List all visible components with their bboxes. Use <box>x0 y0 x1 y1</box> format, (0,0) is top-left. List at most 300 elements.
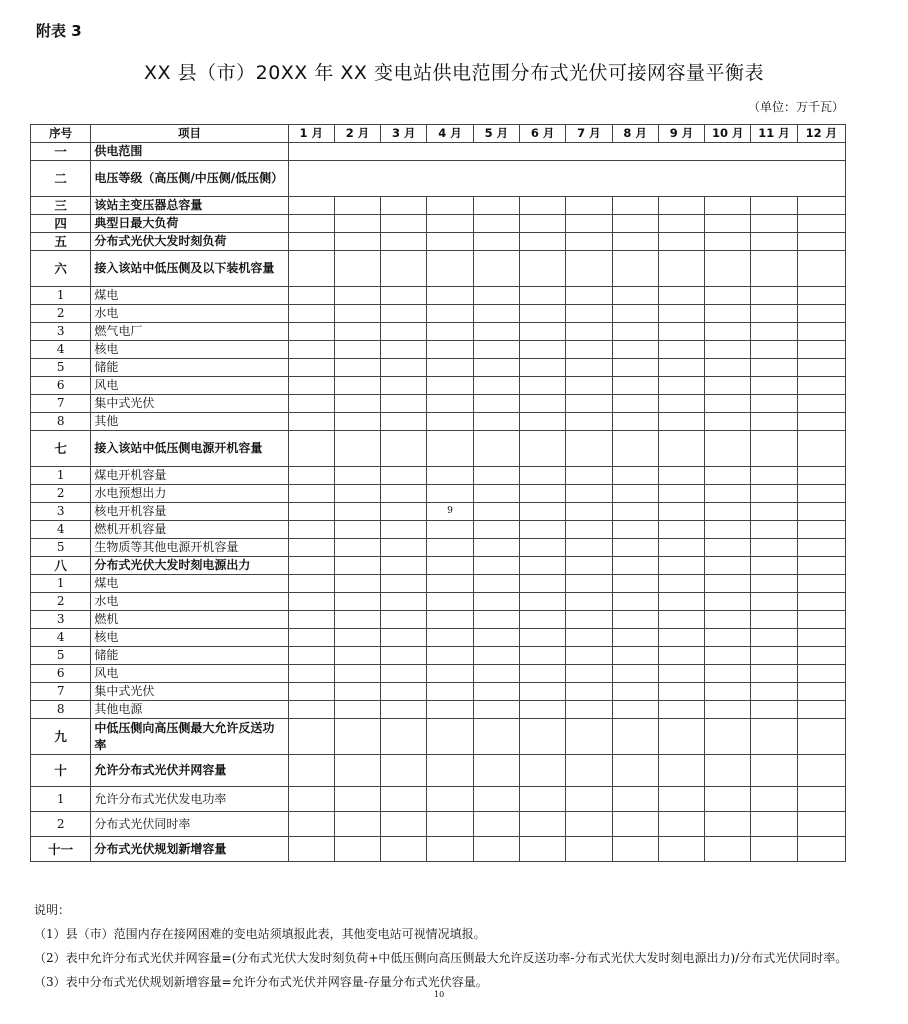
month-cell-7 <box>566 521 612 539</box>
month-cell-3 <box>381 611 427 629</box>
month-cell-6 <box>519 341 565 359</box>
month-cell-1 <box>288 683 334 701</box>
month-cell-7 <box>566 305 612 323</box>
row-seq: 八 <box>31 557 91 575</box>
month-cell-3 <box>381 395 427 413</box>
month-cell-8 <box>612 377 658 395</box>
month-cell-6 <box>519 665 565 683</box>
month-cell-4 <box>427 521 473 539</box>
month-cell-7 <box>566 787 612 812</box>
month-cell-8 <box>612 287 658 305</box>
month-cell-2 <box>334 485 380 503</box>
month-cell-1 <box>288 485 334 503</box>
month-cell-7 <box>566 377 612 395</box>
month-cell-6 <box>519 755 565 787</box>
month-cell-3 <box>381 215 427 233</box>
month-cell-9 <box>658 503 704 521</box>
month-cell-6 <box>519 215 565 233</box>
month-cell-4 <box>427 539 473 557</box>
month-cell-7 <box>566 287 612 305</box>
table-row <box>31 629 846 647</box>
month-cell-8 <box>612 683 658 701</box>
month-cell-10 <box>705 611 751 629</box>
month-cell-4 <box>427 485 473 503</box>
month-cell-5 <box>473 197 519 215</box>
row-item: 储能 <box>91 359 288 377</box>
month-cell-4 <box>427 665 473 683</box>
month-cell-3 <box>381 575 427 593</box>
row-seq: 5 <box>31 539 91 557</box>
month-cell-9 <box>658 557 704 575</box>
month-cell-4 <box>427 557 473 575</box>
month-cell-3 <box>381 503 427 521</box>
table-row <box>31 593 846 611</box>
table-row <box>31 683 846 701</box>
month-cell-4 <box>427 359 473 377</box>
table-body <box>31 143 846 862</box>
month-cell-1 <box>288 305 334 323</box>
month-cell-1 <box>288 665 334 683</box>
month-cell-3 <box>381 305 427 323</box>
row-seq: 7 <box>31 683 91 701</box>
month-cell-12 <box>797 665 845 683</box>
month-cell-1 <box>288 233 334 251</box>
month-cell-8 <box>612 755 658 787</box>
month-cell-2 <box>334 341 380 359</box>
month-cell-10 <box>705 701 751 719</box>
month-cell-3 <box>381 837 427 862</box>
month-cell-2 <box>334 787 380 812</box>
row-item: 其他 <box>91 413 288 431</box>
month-cell-6 <box>519 539 565 557</box>
row-item: 燃机开机容量 <box>91 521 288 539</box>
table-row <box>31 341 846 359</box>
month-cell-5 <box>473 431 519 467</box>
month-cell-12 <box>797 557 845 575</box>
unit-label: （单位：万千瓦） <box>747 100 844 114</box>
table-row <box>31 233 846 251</box>
month-cell-9 <box>658 251 704 287</box>
month-cell-9 <box>658 701 704 719</box>
month-cell-4 <box>427 611 473 629</box>
row-seq: 6 <box>31 665 91 683</box>
month-cell-2 <box>334 719 380 755</box>
month-cell-12 <box>797 521 845 539</box>
row-seq: 一 <box>31 143 91 161</box>
month-cell-10 <box>705 287 751 305</box>
month-cell-11 <box>751 359 797 377</box>
table-row <box>31 485 846 503</box>
month-cell-7 <box>566 251 612 287</box>
row-seq: 四 <box>31 215 91 233</box>
row-seq: 三 <box>31 197 91 215</box>
header-month-4: 4 月 <box>427 125 473 143</box>
month-cell-7 <box>566 413 612 431</box>
month-cell-10 <box>705 812 751 837</box>
month-cell-1 <box>288 431 334 467</box>
month-cell-5 <box>473 593 519 611</box>
month-cell-9 <box>658 215 704 233</box>
table-row <box>31 323 846 341</box>
header-month-11: 11 月 <box>751 125 797 143</box>
table-row <box>31 701 846 719</box>
month-cell-4 <box>427 323 473 341</box>
month-cell-9 <box>658 647 704 665</box>
month-cell-6 <box>519 647 565 665</box>
attachment-label: 附表 3 <box>36 22 82 40</box>
header-month-5: 5 月 <box>473 125 519 143</box>
month-cell-11 <box>751 593 797 611</box>
row-item: 水电预想出力 <box>91 485 288 503</box>
row-seq: 8 <box>31 413 91 431</box>
month-cell-10 <box>705 395 751 413</box>
month-cell-7 <box>566 197 612 215</box>
month-cell-12 <box>797 575 845 593</box>
month-cell-2 <box>334 323 380 341</box>
month-cell-7 <box>566 755 612 787</box>
row-item: 接入该站中低压侧电源开机容量 <box>91 431 288 467</box>
month-cell-4 <box>427 575 473 593</box>
row-item: 其他电源 <box>91 701 288 719</box>
month-cell-11 <box>751 215 797 233</box>
month-cell-6 <box>519 629 565 647</box>
month-cell-8 <box>612 467 658 485</box>
month-cell-7 <box>566 503 612 521</box>
month-cell-1 <box>288 395 334 413</box>
month-cell-10 <box>705 593 751 611</box>
month-cell-8 <box>612 233 658 251</box>
table-row <box>31 503 846 521</box>
row-seq: 4 <box>31 629 91 647</box>
row-item: 分布式光伏同时率 <box>91 812 288 837</box>
month-cell-9 <box>658 431 704 467</box>
table-row <box>31 557 846 575</box>
row-item: 核电 <box>91 629 288 647</box>
table-row <box>31 611 846 629</box>
table-row <box>31 215 846 233</box>
row-seq: 六 <box>31 251 91 287</box>
row-seq: 3 <box>31 503 91 521</box>
month-cell-5 <box>473 837 519 862</box>
month-cell-10 <box>705 719 751 755</box>
month-cell-8 <box>612 413 658 431</box>
month-cell-6 <box>519 377 565 395</box>
month-cell-10 <box>705 755 751 787</box>
month-cell-8 <box>612 611 658 629</box>
month-cell-8 <box>612 341 658 359</box>
month-cell-7 <box>566 629 612 647</box>
month-cell-2 <box>334 539 380 557</box>
month-cell-6 <box>519 593 565 611</box>
row-item: 分布式光伏大发时刻电源出力 <box>91 557 288 575</box>
month-cell-7 <box>566 341 612 359</box>
month-cell-11 <box>751 539 797 557</box>
month-cell-4 <box>427 719 473 755</box>
month-cell-8 <box>612 719 658 755</box>
month-cell-5 <box>473 395 519 413</box>
month-cell-3 <box>381 787 427 812</box>
month-cell-8 <box>612 539 658 557</box>
month-cell-6 <box>519 575 565 593</box>
month-cell-1 <box>288 521 334 539</box>
month-cell-2 <box>334 812 380 837</box>
month-cell-5 <box>473 683 519 701</box>
month-cell-4 <box>427 251 473 287</box>
month-cell-9 <box>658 539 704 557</box>
month-cell-11 <box>751 629 797 647</box>
month-cell-1 <box>288 467 334 485</box>
month-cell-9 <box>658 593 704 611</box>
table-row <box>31 575 846 593</box>
month-cell-4 <box>427 467 473 485</box>
header-month-8: 8 月 <box>612 125 658 143</box>
month-cell-12 <box>797 251 845 287</box>
month-cell-12 <box>797 305 845 323</box>
month-cell-4 <box>427 341 473 359</box>
month-cell-5 <box>473 647 519 665</box>
month-cell-5 <box>473 251 519 287</box>
month-cell-4 <box>427 683 473 701</box>
month-cell-5 <box>473 812 519 837</box>
month-cell-2 <box>334 575 380 593</box>
month-cell-9 <box>658 611 704 629</box>
row-seq: 1 <box>31 787 91 812</box>
month-cell-10 <box>705 323 751 341</box>
month-cell-6 <box>519 485 565 503</box>
month-cell-1 <box>288 719 334 755</box>
month-cell-6 <box>519 359 565 377</box>
row-item: 风电 <box>91 665 288 683</box>
month-cell-12 <box>797 413 845 431</box>
row-item: 允许分布式光伏并网容量 <box>91 755 288 787</box>
month-cell-12 <box>797 287 845 305</box>
row-seq: 1 <box>31 575 91 593</box>
month-cell-7 <box>566 395 612 413</box>
month-cell-2 <box>334 377 380 395</box>
table-row <box>31 755 846 787</box>
month-cell-8 <box>612 359 658 377</box>
month-cell-11 <box>751 557 797 575</box>
month-cell-9 <box>658 719 704 755</box>
month-cell-4 <box>427 755 473 787</box>
month-cell-6 <box>519 323 565 341</box>
month-cell-8 <box>612 323 658 341</box>
month-cell-5 <box>473 521 519 539</box>
row-item: 供电范围 <box>91 143 288 161</box>
month-cell-2 <box>334 359 380 377</box>
month-cell-8 <box>612 629 658 647</box>
header-month-6: 6 月 <box>519 125 565 143</box>
month-cell-4 <box>427 233 473 251</box>
month-cell-10 <box>705 485 751 503</box>
month-cell-3 <box>381 197 427 215</box>
row-seq: 2 <box>31 305 91 323</box>
row-item: 分布式光伏大发时刻负荷 <box>91 233 288 251</box>
month-cell-12 <box>797 431 845 467</box>
month-cell-11 <box>751 701 797 719</box>
month-cell-3 <box>381 665 427 683</box>
month-cell-12 <box>797 215 845 233</box>
month-cell-10 <box>705 359 751 377</box>
month-cell-11 <box>751 647 797 665</box>
month-cell-11 <box>751 197 797 215</box>
month-cell-1 <box>288 593 334 611</box>
table-row <box>31 287 846 305</box>
month-cell-12 <box>797 377 845 395</box>
month-cell-4 <box>427 593 473 611</box>
table-row <box>31 395 846 413</box>
note-item-1: （1）县（市）范围内存在接网困难的变电站须填报此表，其他变电站可视情况填报。 <box>34 927 486 941</box>
month-cell-10 <box>705 575 751 593</box>
balance-table <box>30 124 846 862</box>
month-cell-10 <box>705 377 751 395</box>
month-cell-10 <box>705 467 751 485</box>
month-cell-3 <box>381 377 427 395</box>
row-seq: 1 <box>31 467 91 485</box>
month-cell-2 <box>334 629 380 647</box>
month-cell-1 <box>288 251 334 287</box>
month-cell-10 <box>705 539 751 557</box>
row-seq: 3 <box>31 323 91 341</box>
month-cell-8 <box>612 395 658 413</box>
row-item: 燃机 <box>91 611 288 629</box>
month-cell-7 <box>566 647 612 665</box>
month-cell-4 <box>427 787 473 812</box>
month-cell-11 <box>751 812 797 837</box>
row-seq: 4 <box>31 521 91 539</box>
month-cell-2 <box>334 467 380 485</box>
table-row <box>31 812 846 837</box>
month-cell-8 <box>612 647 658 665</box>
month-cell-6 <box>519 233 565 251</box>
month-cell-7 <box>566 233 612 251</box>
row-seq: 3 <box>31 611 91 629</box>
month-cell-7 <box>566 575 612 593</box>
month-cell-9 <box>658 812 704 837</box>
month-cell-3 <box>381 812 427 837</box>
month-cell-8 <box>612 197 658 215</box>
month-cell-12 <box>797 812 845 837</box>
row-seq: 九 <box>31 719 91 755</box>
month-cell-1 <box>288 197 334 215</box>
month-cell-2 <box>334 593 380 611</box>
month-cell-9 <box>658 341 704 359</box>
month-cell-10 <box>705 665 751 683</box>
row-seq: 十一 <box>31 837 91 862</box>
month-cell-9 <box>658 197 704 215</box>
month-cell-3 <box>381 413 427 431</box>
row-seq: 二 <box>31 161 91 197</box>
month-cell-6 <box>519 251 565 287</box>
month-cell-7 <box>566 323 612 341</box>
month-cell-1 <box>288 837 334 862</box>
month-cell-1 <box>288 215 334 233</box>
merged-month-cell <box>288 161 845 197</box>
table-header-row <box>31 125 846 143</box>
note-item-2: （2）表中允许分布式光伏并网容量=(分布式光伏大发时刻负荷+中低压侧向高压侧最大允许反送功率-分布式光伏大发时刻电源出力)/分布式光伏同时率。 <box>34 951 848 965</box>
month-cell-4 <box>427 395 473 413</box>
table-row <box>31 143 846 161</box>
month-cell-10 <box>705 683 751 701</box>
notes-heading: 说明： <box>34 903 71 917</box>
month-cell-1 <box>288 812 334 837</box>
month-cell-5 <box>473 557 519 575</box>
row-seq: 1 <box>31 287 91 305</box>
month-cell-6 <box>519 521 565 539</box>
month-cell-5 <box>473 575 519 593</box>
month-cell-8 <box>612 837 658 862</box>
month-cell-11 <box>751 503 797 521</box>
month-cell-9 <box>658 787 704 812</box>
month-cell-5 <box>473 233 519 251</box>
page-number: 10 <box>434 990 445 999</box>
table-row <box>31 431 846 467</box>
month-cell-8 <box>612 557 658 575</box>
month-cell-9 <box>658 287 704 305</box>
month-cell-1 <box>288 701 334 719</box>
month-cell-4 <box>427 431 473 467</box>
month-cell-7 <box>566 837 612 862</box>
table-row <box>31 539 846 557</box>
month-cell-1 <box>288 413 334 431</box>
month-cell-9 <box>658 683 704 701</box>
month-cell-1 <box>288 377 334 395</box>
month-cell-3 <box>381 287 427 305</box>
month-cell-12 <box>797 485 845 503</box>
month-cell-3 <box>381 701 427 719</box>
month-cell-6 <box>519 431 565 467</box>
month-cell-5 <box>473 539 519 557</box>
table-row <box>31 377 846 395</box>
month-cell-7 <box>566 812 612 837</box>
month-cell-9 <box>658 395 704 413</box>
month-cell-12 <box>797 341 845 359</box>
month-cell-2 <box>334 611 380 629</box>
month-cell-5 <box>473 787 519 812</box>
month-cell-12 <box>797 539 845 557</box>
month-cell-1 <box>288 787 334 812</box>
month-cell-7 <box>566 485 612 503</box>
month-cell-12 <box>797 233 845 251</box>
month-cell-1 <box>288 341 334 359</box>
month-cell-8 <box>612 521 658 539</box>
month-cell-6 <box>519 287 565 305</box>
row-item: 核电 <box>91 341 288 359</box>
month-cell-6 <box>519 683 565 701</box>
month-cell-10 <box>705 305 751 323</box>
month-cell-6 <box>519 305 565 323</box>
month-cell-6 <box>519 812 565 837</box>
month-cell-11 <box>751 787 797 812</box>
month-cell-1 <box>288 575 334 593</box>
month-cell-3 <box>381 683 427 701</box>
month-cell-11 <box>751 341 797 359</box>
month-cell-4 <box>427 812 473 837</box>
month-cell-11 <box>751 719 797 755</box>
month-cell-4 <box>427 647 473 665</box>
month-cell-10 <box>705 197 751 215</box>
header-seq: 序号 <box>31 125 91 143</box>
month-cell-7 <box>566 683 612 701</box>
row-seq: 7 <box>31 395 91 413</box>
month-cell-3 <box>381 251 427 287</box>
header-month-2: 2 月 <box>334 125 380 143</box>
table-row <box>31 413 846 431</box>
month-cell-2 <box>334 215 380 233</box>
month-cell-8 <box>612 701 658 719</box>
month-cell-5 <box>473 377 519 395</box>
month-cell-6 <box>519 395 565 413</box>
